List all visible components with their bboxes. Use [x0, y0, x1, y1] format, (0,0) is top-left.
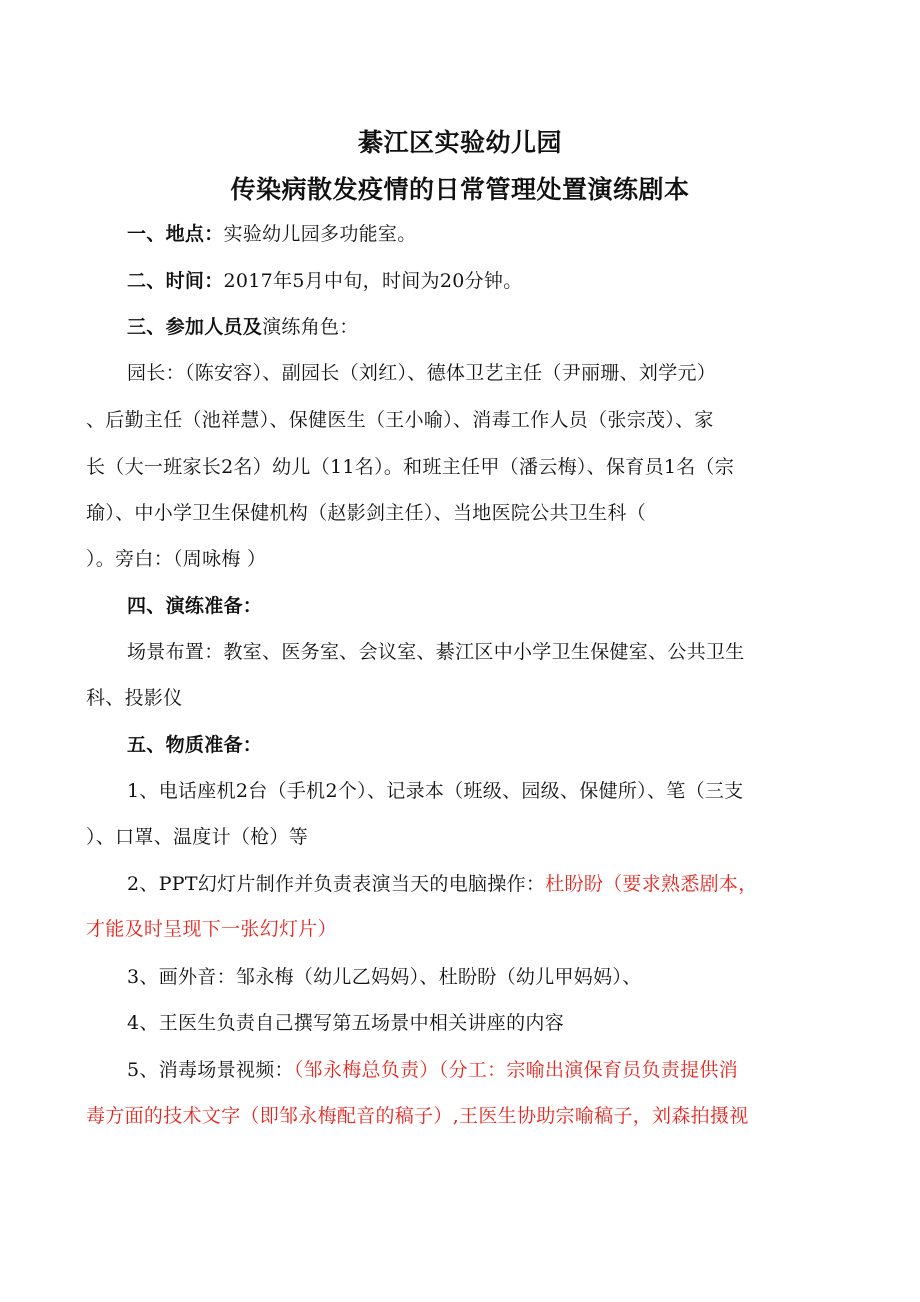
location-line [127, 222, 417, 246]
time-label: 二、时间： [127, 270, 224, 292]
materials-item3-line: 3、画外音：邹永梅（幼儿乙妈妈）、杜盼盼（幼儿甲妈妈）、 [127, 966, 642, 988]
materials-item5-highlight-line2: 毒方面的技术文字（即邹永梅配音的稿子）,王医生协助宗喻稿子，刘森拍摄视 [86, 1105, 749, 1127]
time-line [127, 269, 523, 293]
materials-item5-highlight: （邹永梅总负责）（分工：宗喻出演保育员负责提供消 [293, 1059, 738, 1081]
time-value: 2017年5月中旬，时间为20分钟。 [223, 270, 523, 292]
materials-item4-line: 4、王医生负责自己撰写第五场景中相关讲座的内容 [127, 1012, 564, 1034]
materials-item2-highlight-line2: 才能及时呈现下一张幻灯片） [86, 918, 337, 940]
preparation-line: 科、投影仪 [86, 687, 183, 709]
location-label: 一、地点： [127, 223, 224, 245]
materials-item1-line: 1、电话座机2台（手机2个）、记录本（班级、园级、保健所）、笔（三支 [127, 780, 744, 802]
materials-item2-line [127, 872, 758, 896]
participants-heading-bold: 三、参加人员及 [127, 316, 263, 338]
participants-line: 瑜）、中小学卫生保健机构（赵影剑主任）、当地医院公共卫生科（ [86, 502, 647, 524]
document-title-line1: 綦江区实验幼儿园 [357, 128, 562, 157]
location-value: 实验幼儿园多功能室。 [223, 223, 417, 245]
materials-item5-text: 5、消毒场景视频： [127, 1059, 294, 1081]
participants-line: 、后勤主任（池祥慧）、保健医生（王小喻）、消毒工作人员（张宗茂）、家 [86, 409, 714, 431]
materials-item2-highlight: 杜盼盼（要求熟悉剧本， [545, 873, 758, 895]
materials-item5-line [127, 1058, 738, 1082]
preparation-line: 场景布置：教室、医务室、会议室、綦江区中小学卫生保健室、公共卫生 [127, 641, 745, 663]
participants-heading-rest: 演练角色： [262, 316, 359, 338]
participants-line: ）。旁白：（周咏梅 ） [86, 548, 267, 570]
preparation-heading: 四、演练准备： [127, 595, 263, 617]
materials-item1-line: ）、口罩、温度计（枪）等 [86, 826, 309, 848]
document-title-line2: 传染病散发疫情的日常管理处置演练剧本 [230, 175, 690, 204]
materials-heading: 五、物质准备： [127, 734, 263, 756]
participants-line: 园长：（陈安容）、副园长（刘红）、德体卫艺主任（尹丽珊、刘学元） [127, 362, 717, 384]
materials-item2-text: 2、PPT幻灯片制作并负责表演当天的电脑操作： [127, 873, 546, 895]
participants-heading [127, 315, 359, 339]
participants-line: 长（大一班家长2名）幼儿（11名）。和班主任甲（潘云梅）、保育员1名（宗 [86, 456, 735, 478]
